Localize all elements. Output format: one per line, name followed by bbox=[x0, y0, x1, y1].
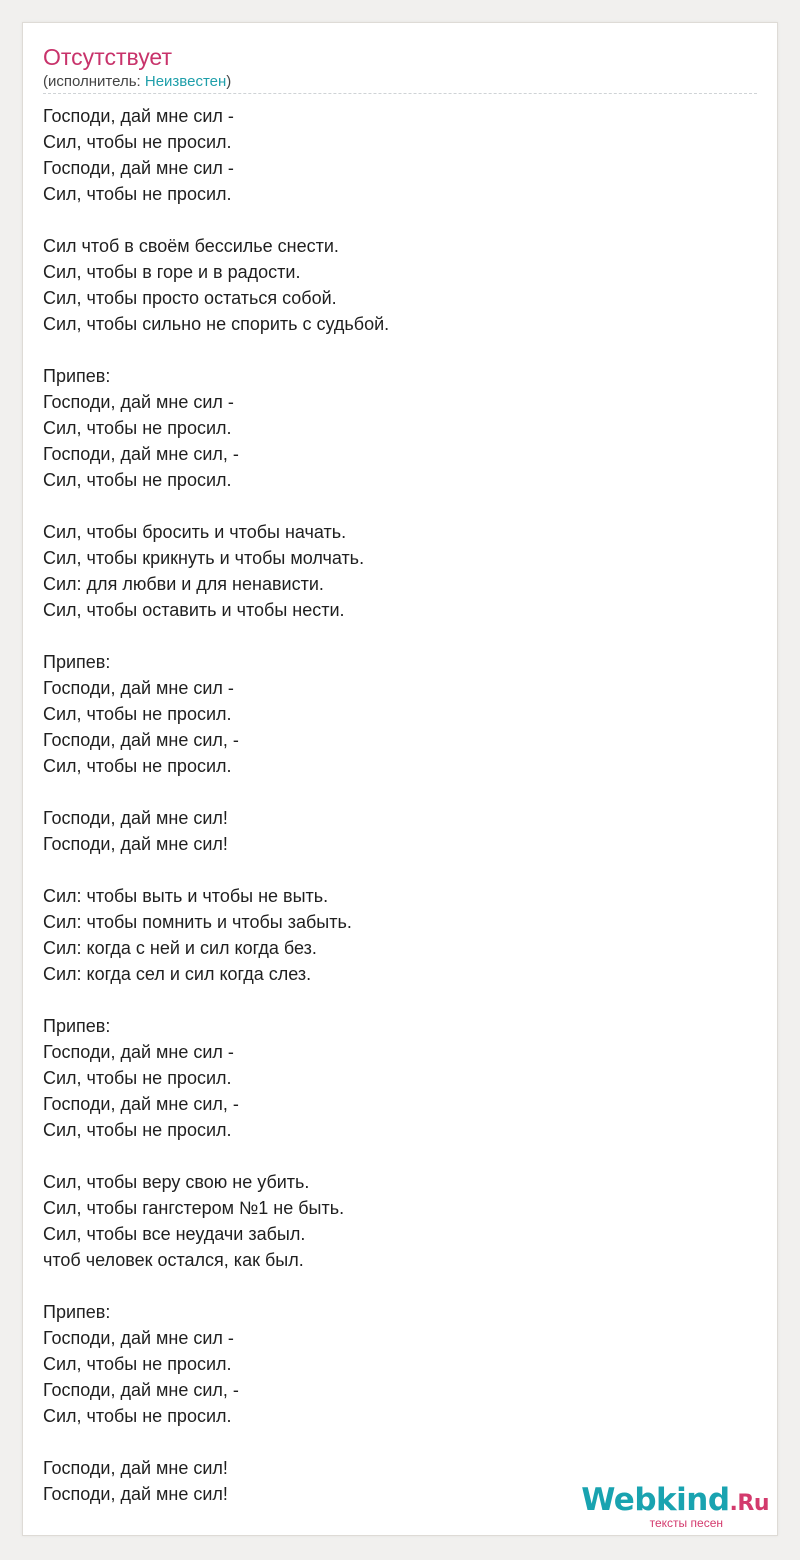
lyrics-blank-line bbox=[43, 623, 743, 649]
logo-tagline: тексты песен bbox=[649, 1516, 723, 1530]
lyrics-line: Господи, дай мне сил - bbox=[43, 1328, 234, 1348]
lyrics-line: Припев: bbox=[43, 366, 111, 386]
lyrics-line: Сил: чтобы помнить и чтобы забыть. bbox=[43, 912, 352, 932]
lyrics-line: Господи, дай мне сил - bbox=[43, 678, 234, 698]
lyrics-line: Сил: для любви и для ненависти. bbox=[43, 574, 324, 594]
lyrics-blank-line bbox=[43, 337, 743, 363]
lyrics-text bbox=[43, 103, 743, 1507]
lyrics-line: Припев: bbox=[43, 1302, 111, 1322]
lyrics-line: Сил, чтобы не просил. bbox=[43, 184, 232, 204]
lyrics-line: Сил чтоб в своём бессилье снести. bbox=[43, 236, 339, 256]
lyrics-line: Господи, дай мне сил, - bbox=[43, 1094, 239, 1114]
artist-suffix: ) bbox=[226, 73, 232, 90]
lyrics-line: Сил, чтобы веру свою не убить. bbox=[43, 1172, 310, 1192]
artist-link[interactable]: Неизвестен bbox=[144, 73, 227, 90]
lyrics-blank-line bbox=[43, 207, 743, 233]
lyrics-line: Сил, чтобы не просил. bbox=[43, 704, 232, 724]
lyrics-line: Припев: bbox=[43, 652, 111, 672]
lyrics-line: Сил, чтобы не просил. bbox=[43, 1068, 232, 1088]
lyrics-line: Сил, чтобы не просил. bbox=[43, 1120, 232, 1140]
lyrics-line: Сил: когда с ней и сил когда без. bbox=[43, 938, 317, 958]
lyrics-card bbox=[22, 22, 778, 1536]
lyrics-blank-line bbox=[43, 987, 743, 1013]
lyrics-line: Припев: bbox=[43, 1016, 111, 1036]
lyrics-line: Сил, чтобы не просил. bbox=[43, 418, 232, 438]
lyrics-line: Сил, чтобы в горе и в радости. bbox=[43, 262, 301, 282]
lyrics-blank-line bbox=[43, 779, 743, 805]
lyrics-line: Господи, дай мне сил! bbox=[43, 1458, 228, 1478]
header-divider bbox=[43, 93, 757, 94]
lyrics-blank-line bbox=[43, 1273, 743, 1299]
lyrics-line: Господи, дай мне сил! bbox=[43, 808, 228, 828]
lyrics-line: Сил: чтобы выть и чтобы не выть. bbox=[43, 886, 329, 906]
lyrics-line: Сил, чтобы не просил. bbox=[43, 132, 232, 152]
lyrics-line: Сил, чтобы не просил. bbox=[43, 470, 232, 490]
artist-line bbox=[43, 73, 231, 91]
lyrics-line: Господи, дай мне сил - bbox=[43, 1042, 234, 1062]
artist-prefix: (исполнитель: bbox=[43, 73, 145, 90]
lyrics-line: Сил, чтобы просто остаться собой. bbox=[43, 288, 337, 308]
logo-name: Webkind bbox=[581, 1482, 730, 1518]
lyrics-line: Сил, чтобы оставить и чтобы нести. bbox=[43, 600, 345, 620]
lyrics-line: Господи, дай мне сил - bbox=[43, 158, 234, 178]
lyrics-line: Сил, чтобы все неудачи забыл. bbox=[43, 1224, 306, 1244]
lyrics-line: Сил, чтобы гангстером №1 не быть. bbox=[43, 1198, 345, 1218]
lyrics-blank-line bbox=[43, 493, 743, 519]
lyrics-line: Сил, чтобы не просил. bbox=[43, 1406, 232, 1426]
lyrics-line: Господи, дай мне сил - bbox=[43, 392, 234, 412]
lyrics-line: Господи, дай мне сил, - bbox=[43, 1380, 239, 1400]
lyrics-blank-line bbox=[43, 857, 743, 883]
lyrics-line: Сил, чтобы не просил. bbox=[43, 756, 232, 776]
lyrics-line: Сил, чтобы сильно не спорить с судьбой. bbox=[43, 314, 390, 334]
lyrics-line: Сил: когда сел и сил когда слез. bbox=[43, 964, 312, 984]
lyrics-line: Сил, чтобы бросить и чтобы начать. bbox=[43, 522, 347, 542]
lyrics-blank-line bbox=[43, 1143, 743, 1169]
lyrics-blank-line bbox=[43, 1429, 743, 1455]
lyrics-line: Господи, дай мне сил! bbox=[43, 834, 228, 854]
lyrics-line: Сил, чтобы крикнуть и чтобы молчать. bbox=[43, 548, 365, 568]
logo-tld: .Ru bbox=[729, 1491, 769, 1516]
lyrics-line: Господи, дай мне сил, - bbox=[43, 444, 239, 464]
site-logo[interactable] bbox=[579, 1482, 769, 1530]
lyrics-line: чтоб человек остался, как был. bbox=[43, 1250, 304, 1270]
lyrics-line: Господи, дай мне сил! bbox=[43, 1484, 228, 1504]
song-title: Отсутствует bbox=[43, 44, 172, 70]
lyrics-line: Господи, дай мне сил - bbox=[43, 106, 234, 126]
lyrics-line: Господи, дай мне сил, - bbox=[43, 730, 239, 750]
lyrics-line: Сил, чтобы не просил. bbox=[43, 1354, 232, 1374]
